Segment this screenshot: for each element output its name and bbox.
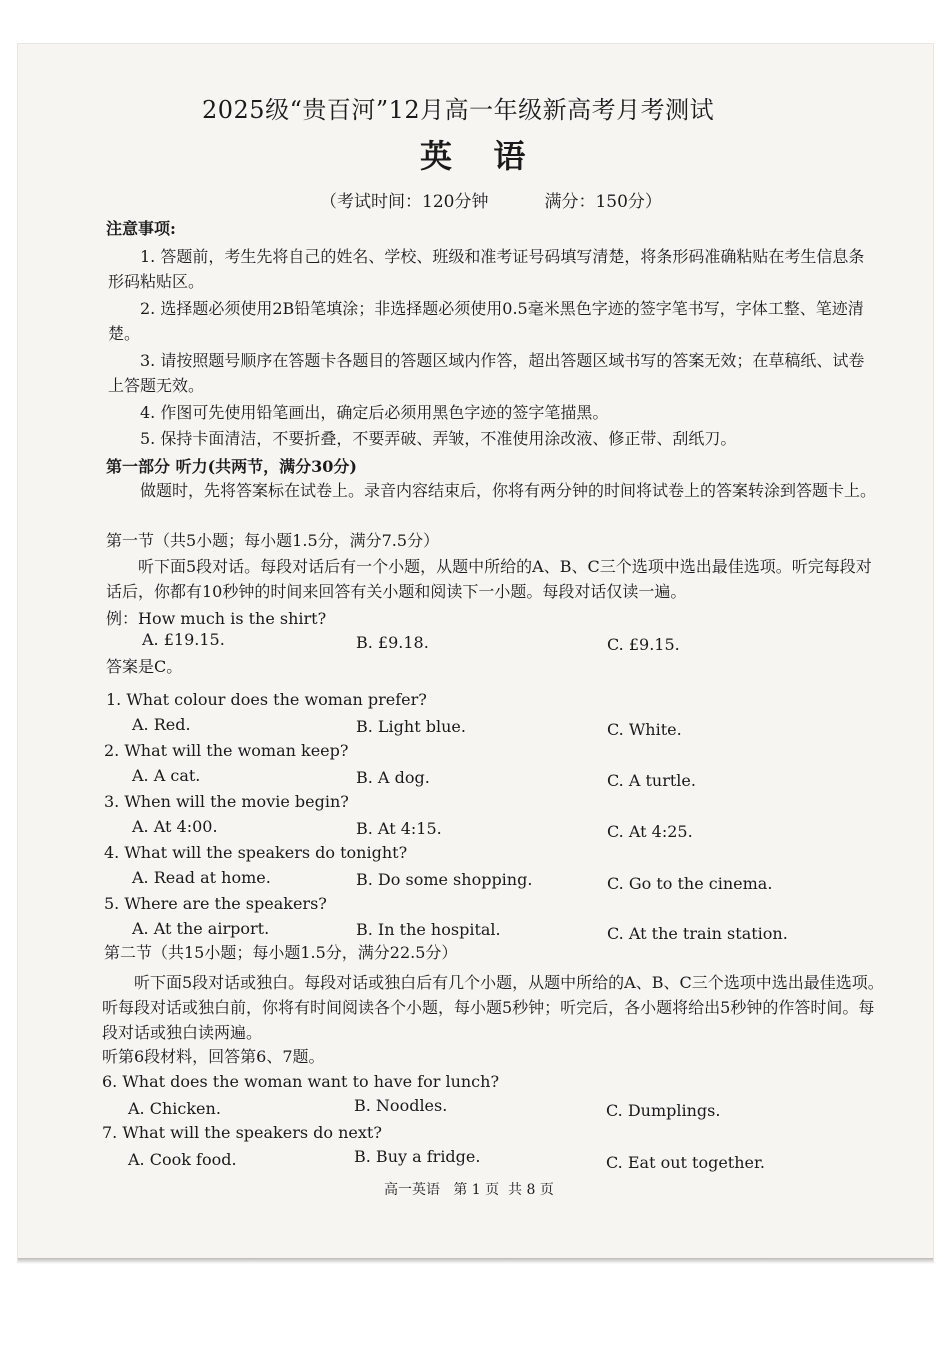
question: 5. Where are the speakers? bbox=[104, 894, 327, 913]
example-question: 例：How much is the shirt? bbox=[106, 609, 327, 628]
notice-item: 1. 答题前，考生先将自己的姓名、学校、班级和准考证号码填写清楚，将条形码准确粘贴在考生信息条形码粘贴区。 bbox=[108, 247, 865, 291]
material-note: 听第6段材料，回答第6、7题。 bbox=[102, 1047, 325, 1066]
section1-heading: 第一节（共5小题；每小题1.5分，满分7.5分） bbox=[106, 531, 440, 550]
notice-item: 4. 作图可先使用铅笔画出，确定后必须用黑色字迹的签字笔描黑。 bbox=[140, 403, 609, 422]
page-edge-shadow bbox=[18, 1258, 933, 1264]
option-a: A. Red. bbox=[132, 715, 191, 734]
option-b: B. Noodles. bbox=[354, 1096, 448, 1115]
full-marks: 满分：150分） bbox=[544, 192, 662, 212]
example-option-b: B. £9.18. bbox=[356, 633, 429, 652]
example-option-c: C. £9.15. bbox=[607, 635, 680, 654]
option-b: B. Buy a fridge. bbox=[354, 1147, 481, 1166]
option-a: A. Chicken. bbox=[128, 1099, 221, 1118]
option-c: C. Go to the cinema. bbox=[607, 874, 773, 893]
option-b: B. Light blue. bbox=[356, 717, 466, 736]
option-a: A. At 4:00. bbox=[132, 817, 218, 836]
option-c: C. At the train station. bbox=[607, 924, 788, 943]
option-b: B. Do some shopping. bbox=[356, 870, 533, 889]
example-option-a: A. £19.15. bbox=[142, 630, 225, 649]
option-a: A. A cat. bbox=[132, 766, 201, 785]
section2-heading: 第二节（共15小题；每小题1.5分，满分22.5分） bbox=[104, 943, 458, 962]
exam-time: （考试时间：120分钟 bbox=[320, 192, 489, 212]
notice-item: 5. 保持卡面清洁，不要折叠，不要弄破、弄皱，不准使用涂改液、修正带、刮纸刀。 bbox=[140, 429, 737, 448]
option-a: A. Cook food. bbox=[128, 1150, 237, 1169]
question: 3. When will the movie begin? bbox=[104, 792, 349, 811]
notice-item: 2. 选择题必须使用2B铅笔填涂；非选择题必须使用0.5毫米黑色字迹的签字笔书写，字体工整、笔迹清楚。 bbox=[108, 299, 864, 343]
exam-page bbox=[18, 44, 933, 1262]
section2-instructions: 听下面5段对话或独白。每段对话或独白后有几个小题，从题中所给的A、B、C三个选项中选出最佳选项。听每段对话或独白前，你将有时间阅读各个小题，每小题5秒钟；听完后，各小题将给出5秒钟的作答时间。每段对话或独白读两遍。 bbox=[102, 973, 884, 1042]
option-c: C. At 4:25. bbox=[607, 822, 693, 841]
option-b: B. At 4:15. bbox=[356, 819, 442, 838]
option-c: C. White. bbox=[607, 720, 682, 739]
notice-heading: 注意事项: bbox=[106, 219, 176, 238]
question: 4. What will the speakers do tonight? bbox=[104, 843, 408, 862]
option-a: A. Read at home. bbox=[132, 868, 271, 887]
option-c: C. Dumplings. bbox=[606, 1101, 721, 1120]
part1-intro: 做题时，先将答案标在试卷上。录音内容结束后，你将有两分钟的时间将试卷上的答案转涂到答题卡上。 bbox=[140, 481, 877, 500]
option-b: B. In the hospital. bbox=[356, 920, 501, 939]
exam-title: 2025级“贵百河”12月高一年级新高考月考测试 bbox=[202, 96, 715, 124]
section1-instructions: 听下面5段对话。每段对话后有一个小题，从题中所给的A、B、C三个选项中选出最佳选项。听完每段对话后，你都有10秒钟的时间来回答有关小题和阅读下一小题。每段对话仅读一遍。 bbox=[106, 557, 872, 601]
question: 2. What will the woman keep? bbox=[104, 741, 349, 760]
option-c: C. A turtle. bbox=[607, 771, 696, 790]
question: 1. What colour does the woman prefer? bbox=[106, 690, 427, 709]
notice-item: 3. 请按照题号顺序在答题卡各题目的答题区域内作答，超出答题区域书写的答案无效；在草稿纸、试卷上答题无效。 bbox=[108, 351, 865, 395]
example-answer: 答案是C。 bbox=[106, 657, 183, 676]
part1-heading: 第一部分 听力(共两节，满分30分) bbox=[106, 457, 357, 476]
option-a: A. At the airport. bbox=[132, 919, 270, 938]
page-footer: 高一英语 第 1 页 共 8 页 bbox=[384, 1182, 554, 1198]
exam-timing bbox=[320, 187, 662, 212]
question: 7. What will the speakers do next? bbox=[102, 1123, 382, 1142]
question: 6. What does the woman want to have for lunch? bbox=[102, 1072, 500, 1091]
subject-title: 英 语 bbox=[420, 137, 528, 175]
option-b: B. A dog. bbox=[356, 768, 430, 787]
option-c: C. Eat out together. bbox=[606, 1153, 765, 1172]
